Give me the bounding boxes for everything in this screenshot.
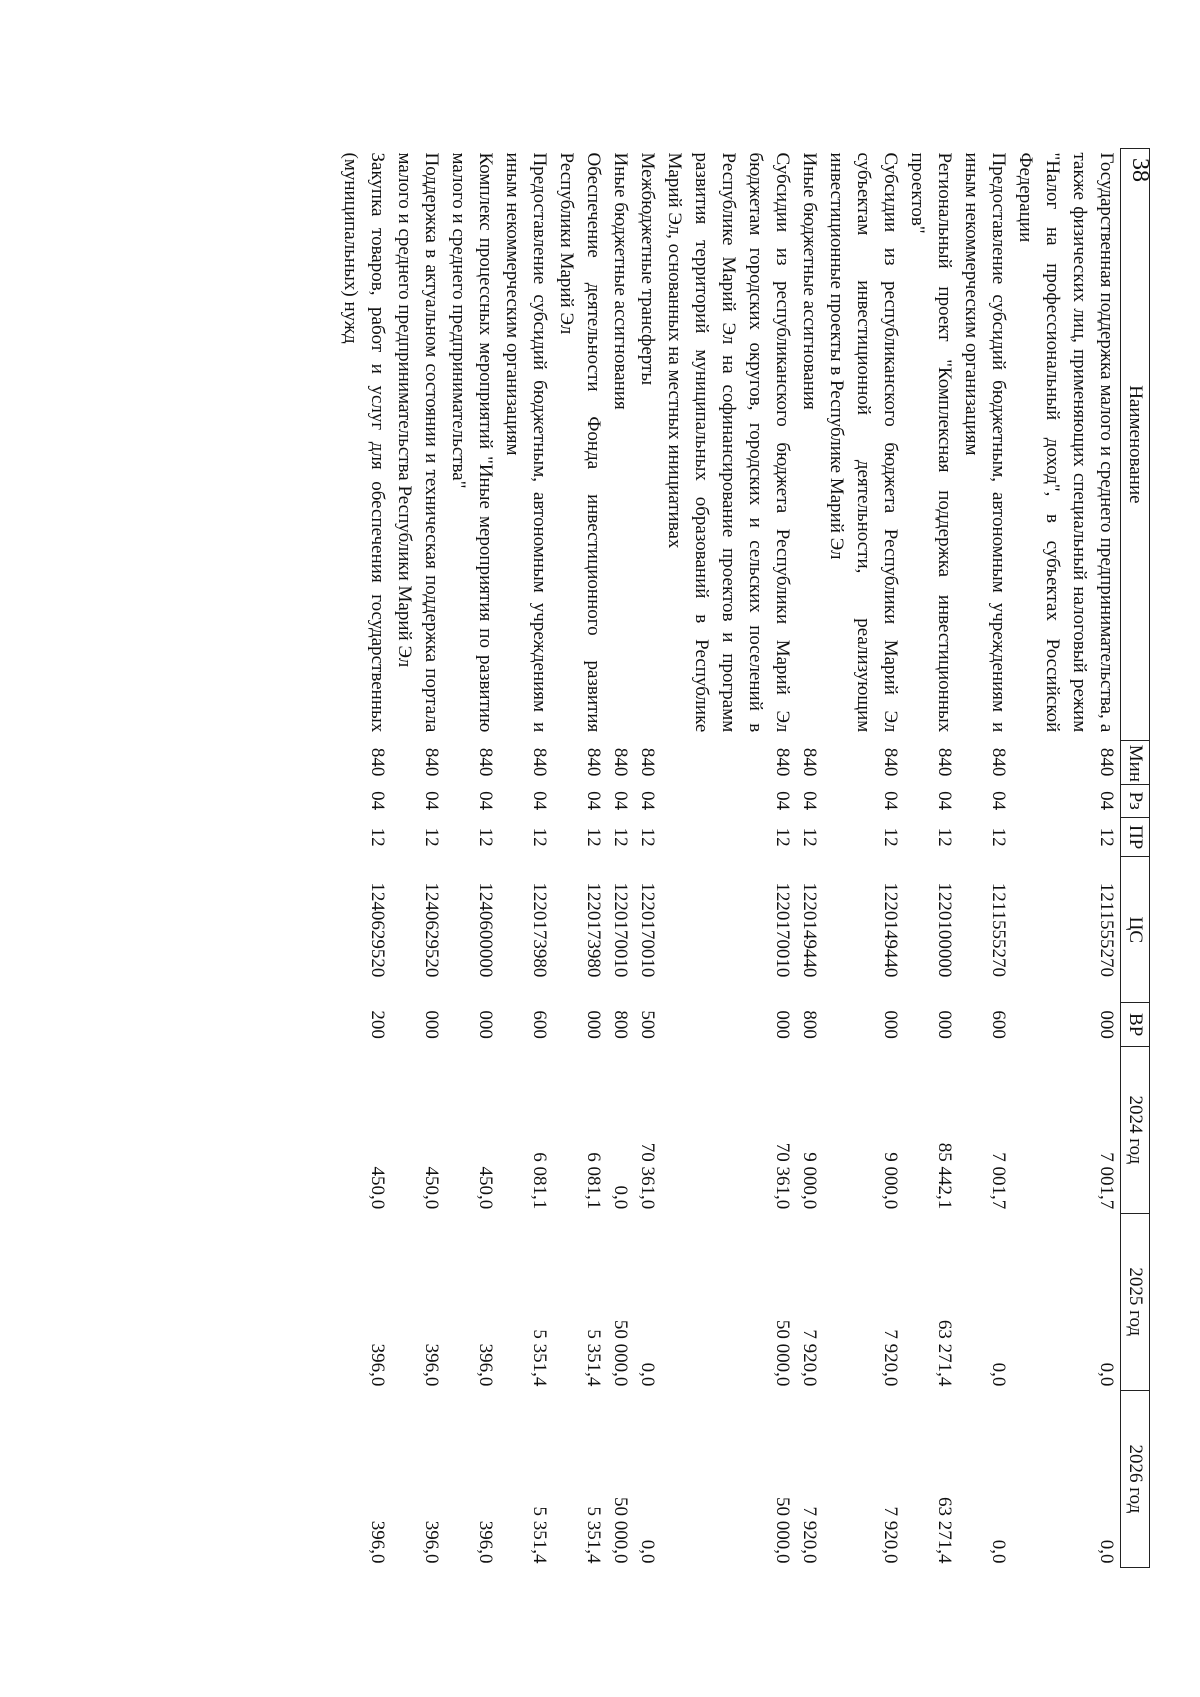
cell-rz: 04 <box>772 791 793 811</box>
cell-cs: 1220149440 <box>799 882 820 978</box>
cell-rz: 04 <box>799 791 820 811</box>
cell-pr: 12 <box>367 827 388 847</box>
cell-y2024: 450,0 <box>421 1166 442 1210</box>
cell-min: 840 <box>799 747 820 777</box>
table-row <box>904 149 958 1568</box>
cell-y2024: 70 361,0 <box>772 1142 793 1210</box>
cell-name: Предоставление субсидий бюджетным, автономным учреждениям и иным некоммерческим организациям <box>502 152 550 733</box>
cell-min: 840 <box>880 747 901 777</box>
header-pr: ПР <box>1121 817 1150 857</box>
budget-table <box>337 148 1150 1568</box>
cell-y2025: 396,0 <box>475 1343 496 1387</box>
cell-y2026: 396,0 <box>421 1520 442 1564</box>
cell-y2025: 50 000,0 <box>610 1319 631 1387</box>
cell-vr: 800 <box>799 1010 820 1039</box>
table-row <box>1012 149 1121 1568</box>
cell-min: 840 <box>421 747 442 777</box>
cell-pr: 12 <box>583 827 604 847</box>
cell-vr: 800 <box>610 1010 631 1039</box>
cell-min: 840 <box>367 747 388 777</box>
cell-vr: 000 <box>1096 1010 1117 1039</box>
cell-rz: 04 <box>934 791 955 811</box>
cell-vr: 200 <box>367 1010 388 1039</box>
cell-cs: 1211555270 <box>988 882 1009 977</box>
cell-y2026: 7 920,0 <box>799 1506 820 1564</box>
cell-vr: 000 <box>475 1010 496 1039</box>
cell-y2026: 63 271,4 <box>934 1497 955 1564</box>
cell-y2024: 450,0 <box>475 1166 496 1210</box>
cell-vr: 000 <box>934 1010 955 1039</box>
table-row <box>445 149 499 1568</box>
table-row <box>661 149 796 1568</box>
table-body <box>337 149 1121 1568</box>
header-cs: ЦС <box>1121 857 1150 1003</box>
cell-y2024: 6 081,1 <box>583 1152 604 1210</box>
cell-y2024: 9 000,0 <box>799 1152 820 1210</box>
table-row <box>607 149 634 1568</box>
header-2024: 2024 год <box>1121 1047 1150 1214</box>
cell-y2024: 450,0 <box>367 1166 388 1210</box>
cell-cs: 1220173980 <box>583 882 604 978</box>
table-header-row <box>1121 149 1150 1568</box>
cell-name: Государственная поддержка малого и среднего предпринимательства, а также физических лиц, применяющих специальный налоговый режим "Налог на профессиональный доход", в субъектах Российской Федерации <box>1015 152 1117 733</box>
cell-min: 840 <box>1096 747 1117 777</box>
cell-rz: 04 <box>880 791 901 811</box>
cell-y2024: 7 001,7 <box>1096 1152 1117 1210</box>
cell-cs: 1240629520 <box>367 882 388 978</box>
cell-y2026: 396,0 <box>475 1520 496 1564</box>
cell-min: 840 <box>772 747 793 777</box>
cell-name: Региональный проект "Комплексная поддержка инвестиционных проектов" <box>907 152 955 733</box>
cell-y2024: 7 001,7 <box>988 1152 1009 1210</box>
cell-min: 840 <box>529 747 550 777</box>
cell-y2024: 70 361,0 <box>637 1142 658 1210</box>
cell-cs: 1220100000 <box>934 882 955 978</box>
cell-rz: 04 <box>610 791 631 811</box>
cell-cs: 1220173980 <box>529 882 550 978</box>
cell-y2025: 5 351,4 <box>583 1329 604 1387</box>
cell-y2025: 396,0 <box>421 1343 442 1387</box>
cell-name: Межбюджетные трансферты <box>637 152 658 386</box>
cell-pr: 12 <box>799 827 820 847</box>
cell-y2025: 396,0 <box>367 1343 388 1387</box>
cell-y2026: 0,0 <box>1096 1539 1117 1564</box>
cell-vr: 000 <box>772 1010 793 1039</box>
cell-y2026: 50 000,0 <box>772 1497 793 1564</box>
cell-y2024: 6 081,1 <box>529 1152 550 1210</box>
cell-pr: 12 <box>934 827 955 847</box>
cell-name: Комплекс процессных мероприятий "Иные мероприятия по развитию малого и среднего предпринимательства" <box>448 152 496 733</box>
cell-cs: 1211555270 <box>1096 882 1117 977</box>
cell-cs: 1220170010 <box>637 882 658 978</box>
cell-y2024: 85 442,1 <box>934 1142 955 1210</box>
cell-y2026: 5 351,4 <box>583 1506 604 1564</box>
cell-name: Субсидии из республиканского бюджета Республики Марий Эл бюджетам городских округов, городских и сельских поселений в Республике Марий Эл на софинансирование проектов и программ развития территорий муниципальных образований в Республике Марий Эл, основанных на местных инициативах <box>664 152 793 733</box>
page-number: 38 <box>1127 158 1153 182</box>
cell-name: Иные бюджетные ассигнования <box>799 152 820 410</box>
cell-pr: 12 <box>637 827 658 847</box>
cell-vr: 000 <box>880 1010 901 1039</box>
rotated-table-container <box>337 148 1150 1568</box>
table-row <box>391 149 445 1568</box>
cell-rz: 04 <box>988 791 1009 811</box>
cell-pr: 12 <box>529 827 550 847</box>
cell-y2025: 7 920,0 <box>880 1329 901 1387</box>
table-row <box>634 149 661 1568</box>
cell-cs: 1240629520 <box>421 882 442 978</box>
cell-y2025: 50 000,0 <box>772 1319 793 1387</box>
cell-cs: 1220170010 <box>772 882 793 978</box>
cell-pr: 12 <box>1096 827 1117 847</box>
cell-pr: 12 <box>421 827 442 847</box>
cell-rz: 04 <box>529 791 550 811</box>
cell-y2026: 0,0 <box>988 1539 1009 1564</box>
cell-y2025: 5 351,4 <box>529 1329 550 1387</box>
cell-cs: 1220149440 <box>880 882 901 978</box>
cell-y2024: 0,0 <box>610 1185 631 1210</box>
cell-rz: 04 <box>583 791 604 811</box>
cell-name: Предоставление субсидий бюджетным, автономным учреждениям и иным некоммерческим организациям <box>961 152 1009 733</box>
cell-name: Субсидии из республиканского бюджета Республики Марий Эл субъектам инвестиционной деятельности, реализующим инвестиционные проекты в Республике Марий Эл <box>826 152 901 733</box>
cell-rz: 04 <box>475 791 496 811</box>
cell-pr: 12 <box>880 827 901 847</box>
cell-rz: 04 <box>637 791 658 811</box>
cell-min: 840 <box>988 747 1009 777</box>
cell-min: 840 <box>637 747 658 777</box>
cell-cs: 1240600000 <box>475 882 496 978</box>
cell-y2026: 5 351,4 <box>529 1506 550 1564</box>
cell-y2025: 7 920,0 <box>799 1329 820 1387</box>
cell-y2026: 0,0 <box>637 1539 658 1564</box>
header-2025: 2025 год <box>1121 1213 1150 1390</box>
cell-y2025: 63 271,4 <box>934 1319 955 1387</box>
table-row <box>958 149 1012 1568</box>
cell-min: 840 <box>583 747 604 777</box>
table-row <box>796 149 823 1568</box>
cell-vr: 000 <box>421 1010 442 1039</box>
cell-y2025: 0,0 <box>637 1362 658 1387</box>
cell-min: 840 <box>610 747 631 777</box>
cell-vr: 500 <box>637 1010 658 1039</box>
cell-y2024: 9 000,0 <box>880 1152 901 1210</box>
cell-name: Иные бюджетные ассигнования <box>610 152 631 410</box>
header-2026: 2026 год <box>1121 1390 1150 1567</box>
cell-y2026: 50 000,0 <box>610 1497 631 1564</box>
cell-name: Поддержка в актуальном состоянии и техническая поддержка портала малого и среднего предпринимательства Республики Марий Эл <box>394 152 442 733</box>
cell-pr: 12 <box>475 827 496 847</box>
cell-y2025: 0,0 <box>1096 1362 1117 1387</box>
cell-y2025: 0,0 <box>988 1362 1009 1387</box>
cell-min: 840 <box>475 747 496 777</box>
cell-y2026: 396,0 <box>367 1520 388 1564</box>
cell-vr: 600 <box>529 1010 550 1039</box>
cell-vr: 000 <box>583 1010 604 1039</box>
header-min: Мин <box>1121 740 1150 784</box>
header-name: Наименование <box>1121 149 1150 741</box>
cell-pr: 12 <box>772 827 793 847</box>
table-row <box>337 149 391 1568</box>
cell-rz: 04 <box>367 791 388 811</box>
cell-rz: 04 <box>421 791 442 811</box>
cell-cs: 1220170010 <box>610 882 631 978</box>
cell-rz: 04 <box>1096 791 1117 811</box>
table-row <box>553 149 607 1568</box>
cell-vr: 600 <box>988 1010 1009 1039</box>
cell-pr: 12 <box>610 827 631 847</box>
header-vr: ВР <box>1121 1003 1150 1047</box>
cell-min: 840 <box>934 747 955 777</box>
header-rz: Рз <box>1121 784 1150 817</box>
cell-name: Обеспечение деятельности Фонда инвестиционного развития Республики Марий Эл <box>556 152 604 733</box>
cell-name: Закупка товаров, работ и услуг для обеспечения государственных (муниципальных) нужд <box>340 152 388 733</box>
table-row <box>823 149 904 1568</box>
cell-pr: 12 <box>988 827 1009 847</box>
cell-y2026: 7 920,0 <box>880 1506 901 1564</box>
table-row <box>499 149 553 1568</box>
